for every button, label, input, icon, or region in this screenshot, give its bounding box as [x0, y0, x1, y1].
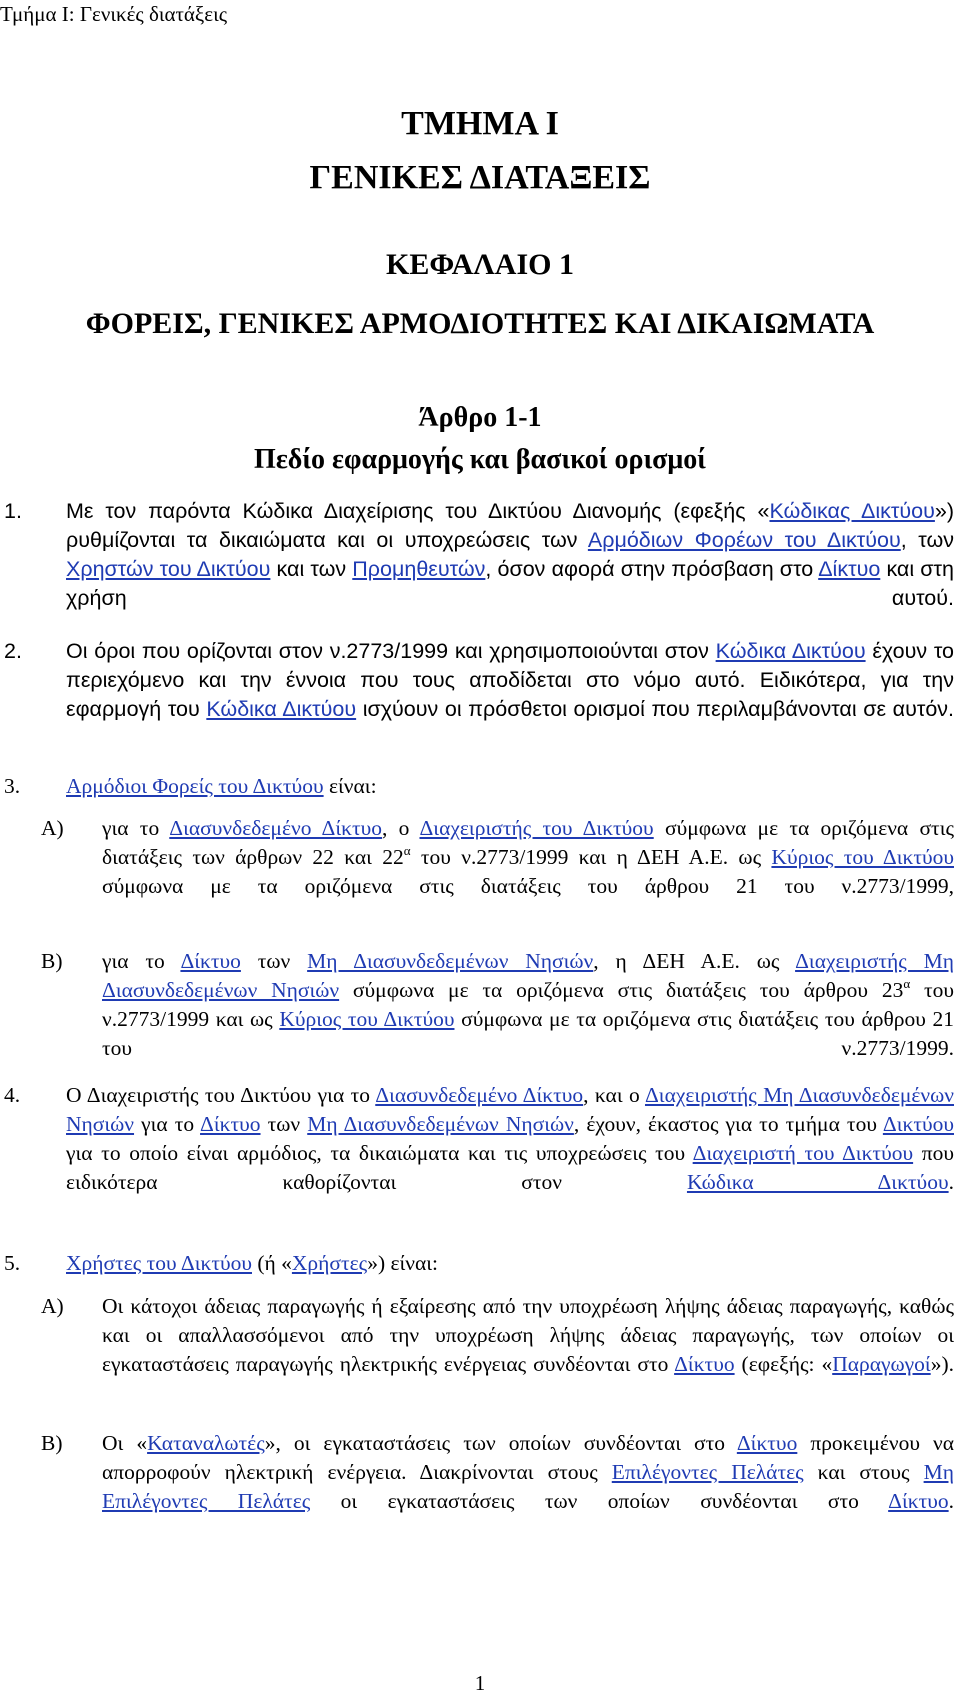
- subparagraph-text: [102, 1292, 954, 1379]
- link-consumers[interactable]: Καταναλωτές: [147, 1431, 265, 1455]
- link-operator-non-interconnected-islands[interactable]: Διαχειριστής Μη Διασυνδεδεμένων Νησιών: [66, 1083, 954, 1136]
- text-run: και στη χρήση αυτού.: [66, 557, 955, 610]
- subparagraph-label: Β): [41, 949, 63, 973]
- paragraph-text: [66, 497, 954, 613]
- text-run: προκειμένου να απορροφούν ηλεκτρική ενέργεια. Διακρίνονται στους: [102, 1431, 954, 1484]
- paragraph-text: [66, 772, 954, 801]
- text-run: .: [948, 1170, 954, 1194]
- text-run: για το: [134, 1112, 201, 1136]
- text-run: (εφεξής: «: [734, 1352, 833, 1376]
- text-run: , και ο: [583, 1083, 645, 1107]
- link-interconnected-network[interactable]: Διασυνδεδεμένο Δίκτυο: [169, 816, 383, 840]
- link-network[interactable]: Δίκτυο: [888, 1489, 949, 1513]
- text-run: , έχουν, έκαστος για το τμήμα του: [573, 1112, 883, 1136]
- page-number: 1: [474, 1671, 486, 1695]
- superscript: α: [903, 976, 911, 991]
- subparagraph-text: [102, 1429, 954, 1516]
- paragraph-text: [66, 1081, 954, 1197]
- text-run: των: [240, 949, 308, 973]
- subparagraph-body: [102, 1292, 954, 1379]
- link-users[interactable]: Χρήστες: [291, 1251, 368, 1275]
- link-network[interactable]: Δίκτυο: [736, 1431, 798, 1455]
- text-run: σύμφωνα με τα οριζόμενα στις διατάξεις των άρθρων 22 και 22: [102, 816, 954, 869]
- link-non-interconnected-islands[interactable]: Μη Διασυνδεδεμένων Νησιών: [307, 949, 594, 973]
- text-run: .: [948, 1489, 954, 1513]
- text-run: για το οποίο είναι αρμόδιος, τα δικαιώματα και τις υποχρεώσεις του: [66, 1141, 693, 1165]
- text-run: σύμφωνα με τα οριζόμενα στις διατάξεις του άρθρου 21 του ν.2773/1999,: [102, 874, 954, 898]
- text-run: ») είναι:: [367, 1251, 439, 1275]
- link-operator-non-interconnected-islands[interactable]: Διαχειριστής Μη Διασυνδεδεμένων Νησιών: [102, 949, 955, 1002]
- link-network-code[interactable]: Κώδικας Δικτύου: [769, 499, 935, 523]
- text-run: των: [260, 1112, 308, 1136]
- paragraph-number: 4.: [4, 1083, 21, 1107]
- link-producers[interactable]: Παραγωγοί: [832, 1352, 931, 1376]
- text-run: », οι εγκαταστάσεις των οποίων συνδέονται στο: [264, 1431, 737, 1455]
- paragraph-number: 5.: [4, 1251, 21, 1275]
- text-run: , των: [900, 528, 954, 552]
- paragraph-body: [66, 1081, 954, 1197]
- subparagraph-body: [102, 1429, 954, 1516]
- link-network[interactable]: Δίκτυο: [180, 949, 241, 973]
- text-run: Οι κάτοχοι άδειας παραγωγής ή εξαίρεσης από την υποχρέωση λήψης άδειας παραγωγής, καθώς και οι απαλλασσόμενοι από την υποχρέωση λήψης άδειας παραγωγής, των οποίων οι εγκαταστάσεις παραγωγής ηλεκτρικής ενέργειας συνδέονται στο: [102, 1294, 954, 1376]
- link-interconnected-network[interactable]: Διασυνδεδεμένο Δίκτυο: [375, 1083, 584, 1107]
- paragraph-body: [66, 497, 954, 613]
- article-title: Πεδίο εφαρμογής και βασικοί ορισμοί: [254, 444, 706, 475]
- subparagraph-label: Α): [41, 1294, 64, 1318]
- link-network[interactable]: Δίκτυο: [674, 1352, 735, 1376]
- text-run: Με τον παρόντα Κώδικα Διαχείρισης του Δικτύου Διανομής (εφεξής «: [66, 499, 770, 523]
- text-run: ισχύουν οι πρόσθετοι ορισμοί που περιλαμβάνονται σε αυτόν.: [356, 697, 955, 721]
- link-suppliers[interactable]: Προμηθευτών: [352, 557, 486, 581]
- paragraph-body: [66, 1249, 954, 1278]
- link-network[interactable]: Δικτύου: [882, 1112, 954, 1136]
- link-network-code[interactable]: Κώδικα Δικτύου: [206, 697, 357, 721]
- text-run: »).: [930, 1352, 954, 1376]
- paragraph-body: [66, 772, 954, 801]
- paragraph-body: [66, 637, 954, 724]
- text-run: , ο: [382, 816, 420, 840]
- link-network-owner[interactable]: Κύριος του Δικτύου: [771, 845, 954, 869]
- text-run: σύμφωνα με τα οριζόμενα στις διατάξεις του άρθρου 23: [339, 978, 904, 1002]
- text-run: Οι «: [102, 1431, 148, 1455]
- link-network-operator[interactable]: Διαχειριστή του Δικτύου: [692, 1141, 914, 1165]
- section-title: ΓΕΝΙΚΕΣ ΔΙΑΤΑΞΕΙΣ: [309, 159, 651, 196]
- section-heading: ΤΜΗΜΑ Ι: [401, 105, 559, 142]
- text-run: που ειδικότερα καθορίζονται στον: [66, 1141, 954, 1194]
- subparagraph-text: [102, 814, 954, 901]
- link-non-interconnected-islands[interactable]: Μη Διασυνδεδεμένων Νησιών: [307, 1112, 574, 1136]
- text-run: του ν.2773/1999 και η ΔΕΗ Α.Ε. ως: [410, 845, 772, 869]
- link-network-bodies[interactable]: Αρμόδιων Φορέων του Δικτύου: [587, 528, 901, 552]
- text-run: Ο Διαχειριστής του Δικτύου για το: [66, 1083, 376, 1107]
- text-run: Οι όροι που ορίζονται στον ν.2773/1999 και χρησιμοποιούνται στον: [66, 639, 716, 663]
- text-run: ») ρυθμίζονται τα δικαιώματα και οι υποχρεώσεις των: [66, 499, 955, 552]
- paragraph-number: 2.: [4, 639, 22, 663]
- text-run: έχουν το περιεχόμενο και την έννοια που τους αποδίδεται στο νόμο αυτό. Ειδικότερα, για την εφαρμογή του: [66, 639, 954, 721]
- link-network-code[interactable]: Κώδικα Δικτύου: [686, 1170, 949, 1194]
- text-run: (ή «: [252, 1251, 292, 1275]
- paragraph-number: 1.: [4, 499, 22, 523]
- subparagraph-text: [102, 947, 954, 1063]
- text-run: οι εγκαταστάσεις των οποίων συνδέονται στο: [310, 1489, 889, 1513]
- chapter-title: ΦΟΡΕΙΣ, ΓΕΝΙΚΕΣ ΑΡΜΟΔΙΟΤΗΤΕΣ ΚΑΙ ΔΙΚΑΙΩΜΑΤΑ: [85, 307, 875, 340]
- text-run: και στους: [803, 1460, 924, 1484]
- text-run: του ν.2773/1999 και ως: [102, 978, 954, 1031]
- running-header: Τμήμα Ι: Γενικές διατάξεις: [0, 2, 228, 26]
- text-run: για το: [102, 816, 170, 840]
- chapter-heading: ΚΕΦΑΛΑΙΟ 1: [386, 248, 574, 281]
- text-run: , η ΔΕΗ Α.Ε. ως: [593, 949, 796, 973]
- superscript: α: [403, 843, 411, 858]
- link-non-eligible-customers[interactable]: Μη Επιλέγοντες Πελάτες: [102, 1460, 954, 1513]
- link-network-owner[interactable]: Κύριος του Δικτύου: [279, 1007, 455, 1031]
- subparagraph-body: [102, 947, 954, 1063]
- link-network-users[interactable]: Χρηστών του Δικτύου: [66, 557, 271, 581]
- subparagraph-label: Α): [41, 816, 64, 840]
- paragraph-text: [66, 637, 954, 724]
- text-run: και των: [270, 557, 353, 581]
- link-network[interactable]: Δίκτυο: [200, 1112, 261, 1136]
- text-run: για το: [102, 949, 181, 973]
- text-run: είναι:: [323, 774, 377, 798]
- subparagraph-label: Β): [41, 1431, 63, 1455]
- link-network-operator[interactable]: Διαχειριστής του Δικτύου: [419, 816, 654, 840]
- subparagraph-body: [102, 814, 954, 901]
- article-heading: Άρθρο 1-1: [418, 402, 542, 433]
- link-network[interactable]: Δίκτυο: [818, 557, 881, 581]
- text-run: , όσον αφορά στην πρόσβαση στο: [485, 557, 819, 581]
- link-network-bodies[interactable]: Αρμόδιοι Φορείς του Δικτύου: [66, 774, 324, 798]
- text-run: σύμφωνα με τα οριζόμενα στις διατάξεις του άρθρου 21 του ν.2773/1999.: [102, 1007, 955, 1060]
- paragraph-text: [66, 1249, 954, 1278]
- link-network-users[interactable]: Χρήστες του Δικτύου: [66, 1251, 252, 1275]
- link-network-code[interactable]: Κώδικα Δικτύου: [715, 639, 866, 663]
- link-eligible-customers[interactable]: Επιλέγοντες Πελάτες: [611, 1460, 804, 1484]
- paragraph-number: 3.: [4, 774, 21, 798]
